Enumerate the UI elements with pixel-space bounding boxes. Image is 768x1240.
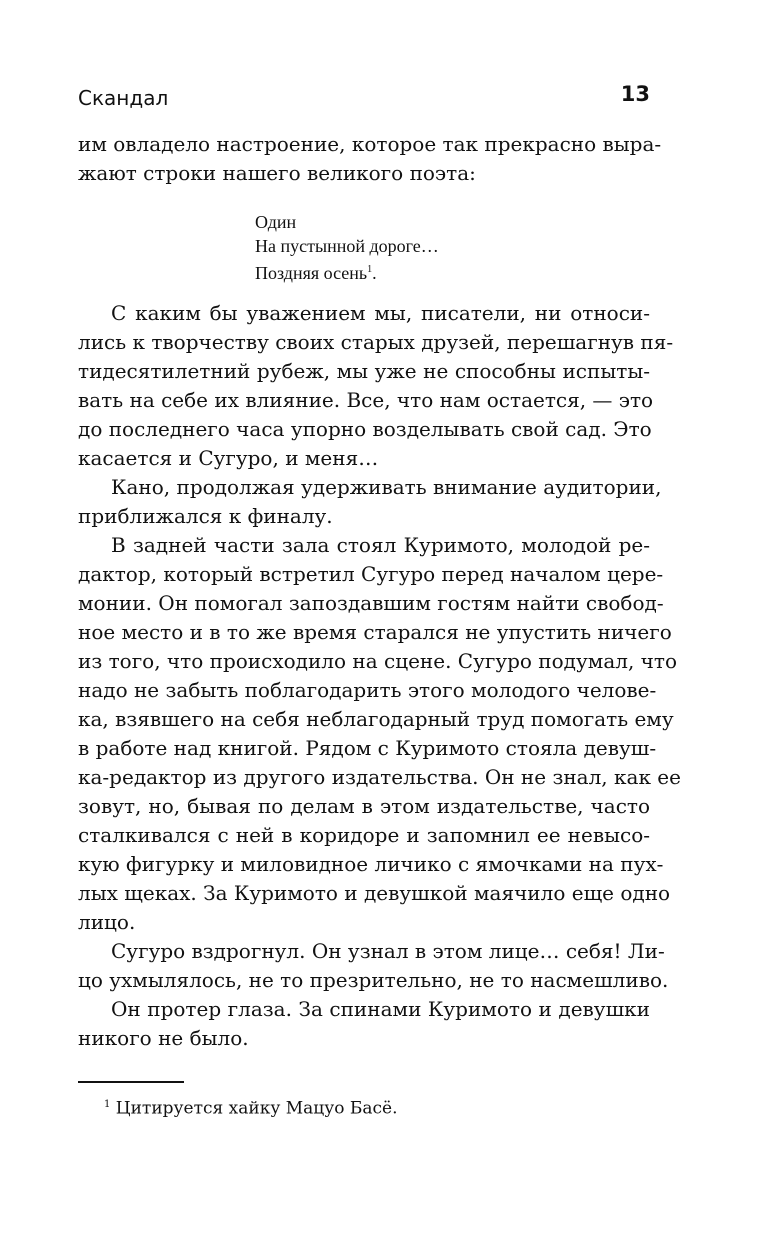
poem-line: Один <box>255 212 297 232</box>
text-line: до последнего часа упорно возделывать свой сад. Это <box>78 417 652 441</box>
text-line: касается и Сугуро, и меня… <box>78 446 379 470</box>
body-text <box>78 299 681 1053</box>
page-number: 13 <box>620 82 650 106</box>
text-line: В задней части зала стоял Куримото, молодой ре- <box>111 533 650 557</box>
haiku-quote <box>255 210 439 282</box>
text-line: в работе над книгой. Рядом с Куримото стояла девуш- <box>78 736 657 760</box>
poem-line <box>255 258 439 282</box>
text-line: им овладело настроение, которое так прекрасно выра- <box>78 132 662 156</box>
text-line: лись к творчеству своих старых друзей, перешагнув пя- <box>78 330 674 354</box>
text-line: тидесятилетний рубеж, мы уже не способны испыты- <box>78 359 650 383</box>
text-line: Сугуро вздрогнул. Он узнал в этом лице… себя! Ли- <box>111 939 665 963</box>
text-line: ное место и в то же время старался не упустить ничего <box>78 620 672 644</box>
poem-line: На пустынной дороге… <box>255 236 439 256</box>
text-line: надо не забыть поблагодарить этого молодого челове- <box>78 678 657 702</box>
text-line: ка-редактор из другого издательства. Он не знал, как ее <box>78 765 681 789</box>
text-line: ка, взявшего на себя неблагодарный труд помогать ему <box>78 707 674 731</box>
poem-punct: . <box>372 263 377 283</box>
text-line: приближался к финалу. <box>78 504 333 528</box>
footnote-separator <box>78 1081 184 1083</box>
footnote-text: Цитируется хайку Мацуо Басё. <box>115 1098 398 1119</box>
footnote <box>104 1094 398 1120</box>
text-line: дактор, который встретил Сугуро перед началом цере- <box>78 562 664 586</box>
footnote-ref[interactable]: 1 <box>367 264 373 275</box>
text-line: из того, что происходило на сцене. Сугуро подумал, что <box>78 649 677 673</box>
text-line: Он протер глаза. За спинами Куримото и девушки <box>111 997 650 1021</box>
text-line: цо ухмылялось, не то презрительно, не то насмешливо. <box>78 968 669 992</box>
text-line: кую фигурку и миловидное личико с ямочками на пух- <box>78 852 664 876</box>
running-head <box>78 82 650 112</box>
text-line: лых щеках. За Куримото и девушкой маячило еще одно <box>78 881 671 905</box>
intro-paragraph <box>78 130 662 188</box>
poem-line-text: Поздняя осень <box>255 263 368 283</box>
text-line: сталкивался с ней в коридоре и запомнил ее невысо- <box>78 823 650 847</box>
text-line: никого не было. <box>78 1026 249 1050</box>
text-line: С каким бы уважением мы, писатели, ни относи- <box>111 301 650 325</box>
text-line: вать на себе их влияние. Все, что нам остается, — это <box>78 388 654 412</box>
text-line: Кано, продолжая удерживать внимание аудитории, <box>111 475 662 499</box>
footnote-mark: 1 <box>104 1099 111 1110</box>
text-line: лицо. <box>78 910 136 934</box>
text-line: зовут, но, бывая по делам в этом издательстве, часто <box>78 794 650 818</box>
text-line: жают строки нашего великого поэта: <box>78 161 476 185</box>
text-line: монии. Он помогал запоздавшим гостям найти свобод- <box>78 591 664 615</box>
chapter-title: Скандал <box>78 86 169 110</box>
